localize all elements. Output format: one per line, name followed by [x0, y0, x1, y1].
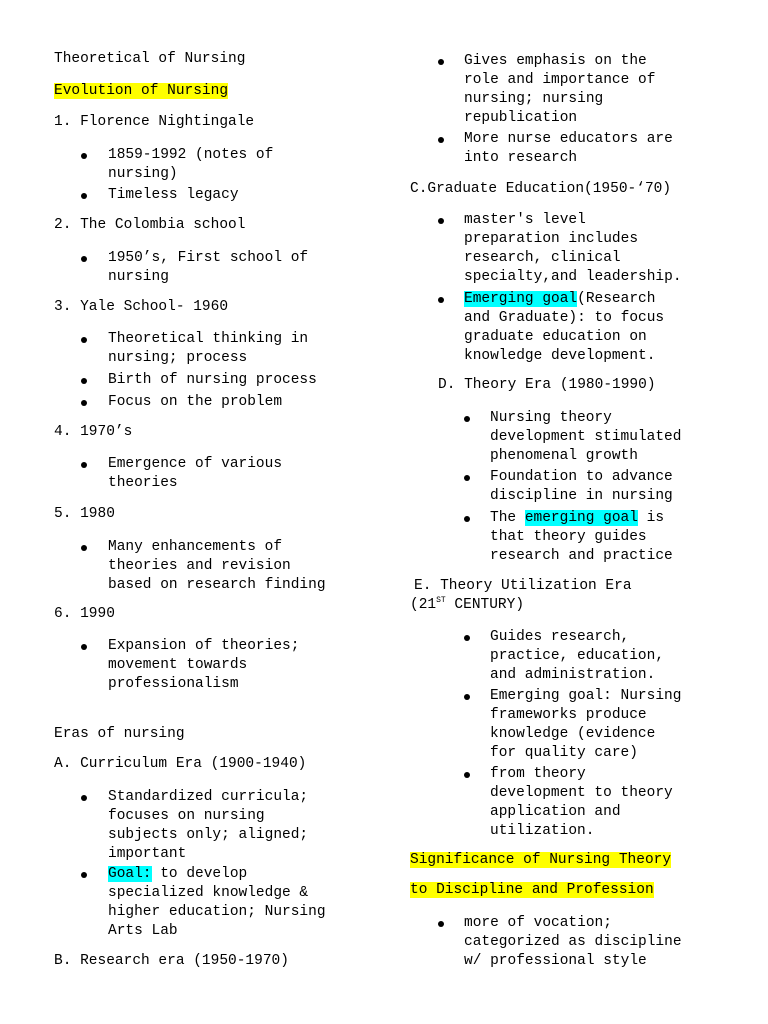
bullet-icon: [464, 772, 470, 778]
item-1980: 5. 1980: [54, 506, 115, 522]
bullet-icon: [81, 795, 87, 801]
document-title: Theoretical of Nursing: [54, 51, 246, 67]
era-c-graduate: C.Graduate Education(1950-‘70): [410, 181, 672, 197]
emerging-goal-highlight: emerging goal: [524, 510, 638, 526]
bullet-icon: [438, 921, 444, 927]
significance-heading-line2: to Discipline and Profession: [410, 882, 654, 898]
era-e-theory-utilization: E. Theory Utilization Era: [414, 578, 632, 594]
goal-highlight: Goal:: [108, 866, 152, 882]
era-a-curriculum: A. Curriculum Era (1900-1940): [54, 756, 307, 772]
bullet-icon: [81, 462, 87, 468]
bullet-icon: [464, 475, 470, 481]
evolution-heading: Evolution of Nursing: [54, 83, 229, 99]
era-b-research: B. Research era (1950-1970): [54, 953, 289, 969]
bullet-icon: [81, 400, 87, 406]
bullet-icon: [464, 694, 470, 700]
bullet-icon: [81, 872, 87, 878]
bullet-icon: [464, 516, 470, 522]
bullet-icon: [438, 59, 444, 65]
bullet-icon: [438, 137, 444, 143]
bullet-icon: [81, 256, 87, 262]
bullet-icon: [81, 153, 87, 159]
bullet-icon: [438, 297, 444, 303]
item-1970s: 4. 1970’s: [54, 424, 133, 440]
bullet-icon: [81, 337, 87, 343]
item-colombia-school: 2. The Colombia school: [54, 217, 246, 233]
bullet-icon: [438, 218, 444, 224]
bullet-icon: [464, 416, 470, 422]
era-d-theory: D. Theory Era (1980-1990): [438, 377, 656, 393]
item-florence-nightingale: 1. Florence Nightingale: [54, 114, 255, 130]
bullet-icon: [81, 193, 87, 199]
eras-heading: Eras of nursing: [54, 726, 185, 742]
emerging-goal-highlight: Emerging goal: [464, 291, 578, 307]
era-e-century: (21ST CENTURY): [410, 596, 525, 613]
bullet-icon: [81, 644, 87, 650]
bullet-icon: [81, 545, 87, 551]
bullet-icon: [464, 635, 470, 641]
bullet-icon: [81, 378, 87, 384]
significance-heading-line1: Significance of Nursing Theory: [410, 852, 672, 868]
item-yale-school: 3. Yale School- 1960: [54, 299, 229, 315]
item-1990: 6. 1990: [54, 606, 115, 622]
